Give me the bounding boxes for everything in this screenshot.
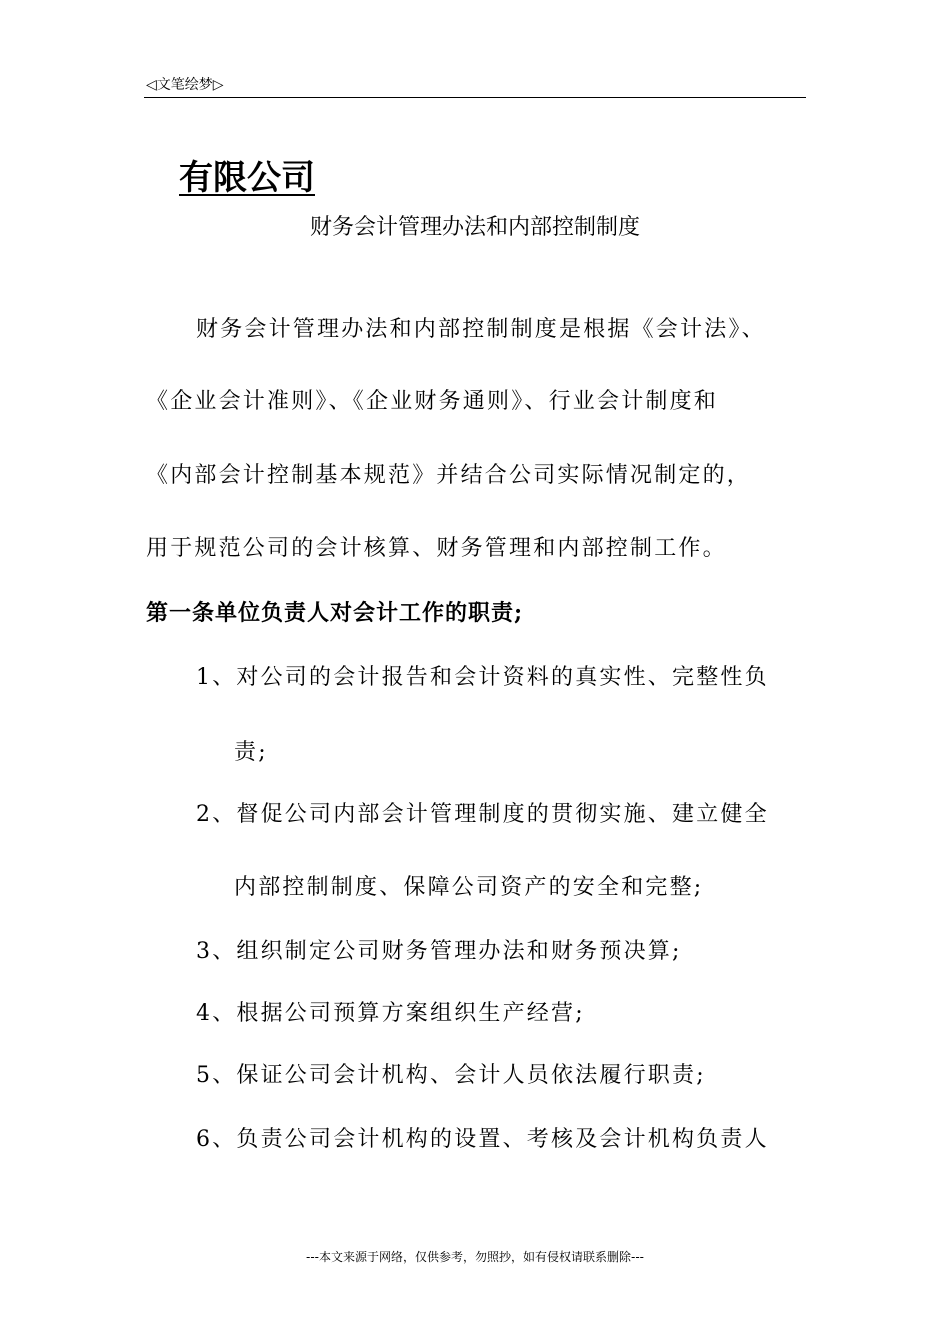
header-brand: ◁文笔绘梦▷ [146, 77, 224, 93]
intro-line-2: 《企业会计准则》、《企业财务通则》、行业会计制度和 [146, 389, 719, 414]
document-title: 财务会计管理办法和内部控制制度 [309, 215, 640, 240]
list-item-3: 3、组织制定公司财务管理办法和财务预决算; [196, 939, 682, 964]
list-item-5: 5、保证公司会计机构、会计人员依法履行职责; [196, 1063, 706, 1088]
list-item-1-line-2: 责; [234, 740, 268, 765]
footer-disclaimer: ---本文来源于网络，仅供参考，勿照抄，如有侵权请联系删除--- [306, 1250, 644, 1264]
list-item-4: 4、根据公司预算方案组织生产经营; [196, 1001, 585, 1026]
intro-line-1: 财务会计管理办法和内部控制制度是根据《会计法》、 [196, 317, 766, 342]
intro-line-4: 用于规范公司的会计核算、财务管理和内部控制工作。 [146, 536, 727, 561]
list-item-2-line-1: 2、督促公司内部会计管理制度的贯彻实施、建立健全 [196, 802, 769, 827]
list-item-1-line-1: 1、对公司的会计报告和会计资料的真实性、完整性负 [196, 665, 769, 690]
list-item-6: 6、负责公司会计机构的设置、考核及会计机构负责人 [196, 1127, 769, 1152]
list-item-2-line-2: 内部控制制度、保障公司资产的安全和完整; [234, 875, 704, 900]
header-rule [144, 97, 806, 98]
company-name: 有限公司 [179, 158, 315, 198]
intro-line-3: 《内部会计控制基本规范》并结合公司实际情况制定的， [146, 463, 752, 488]
article-heading: 第一条单位负责人对会计工作的职责; [146, 600, 524, 626]
